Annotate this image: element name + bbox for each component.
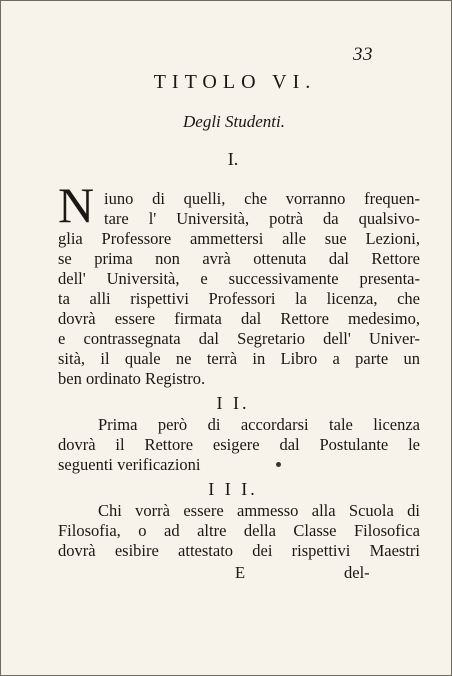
text-line: iuno di quelli, che vorranno frequen- [104, 189, 420, 208]
text-line: ben ordinato Registro. [58, 369, 206, 388]
text-line: e contrassegnata dal Segretario dell' Univer- [58, 329, 420, 348]
text-line: Prima però di accordarsi tale licenza [98, 415, 420, 434]
text-line: glia Professore ammettersi alle sue Lezioni, [58, 229, 420, 248]
text-line: sità, il quale ne terrà in Libro a parte un [58, 349, 420, 368]
text-line: tare l' Università, potrà da qualsivo- [104, 209, 420, 228]
article-numeral-2: I I. [216, 393, 250, 413]
text-line: ta alli rispettivi Professori la licenza, che [58, 289, 420, 308]
page-number: 33 [353, 44, 373, 65]
text-line: Filosofia, o ad altre della Classe Filosofica [58, 521, 420, 540]
ink-speck [276, 462, 281, 467]
text-line: se prima non avrà ottenuta dal Rettore [58, 249, 420, 268]
article-numeral-3: I I I. [208, 479, 258, 499]
text-line: Chi vorrà essere ammesso alla Scuola di [98, 501, 420, 520]
article-numeral-1: I. [227, 149, 239, 169]
text-line: dovrà essere firmata dal Rettore medesimo, [58, 309, 420, 328]
section-title: TITOLO VI. [153, 71, 317, 93]
section-subtitle: Degli Studenti. [183, 112, 285, 131]
drop-cap: N [58, 177, 95, 233]
text-line: seguenti verificazioni [58, 455, 201, 474]
text-line: dell' Università, e successivamente presenta- [58, 269, 420, 288]
signature-mark: E [235, 563, 246, 582]
catchword: del- [344, 563, 370, 582]
text-line: dovrà il Rettore esigere dal Postulante le [58, 435, 420, 454]
text-line: dovrà esibire attestato dei rispettivi Maestri [58, 541, 420, 560]
